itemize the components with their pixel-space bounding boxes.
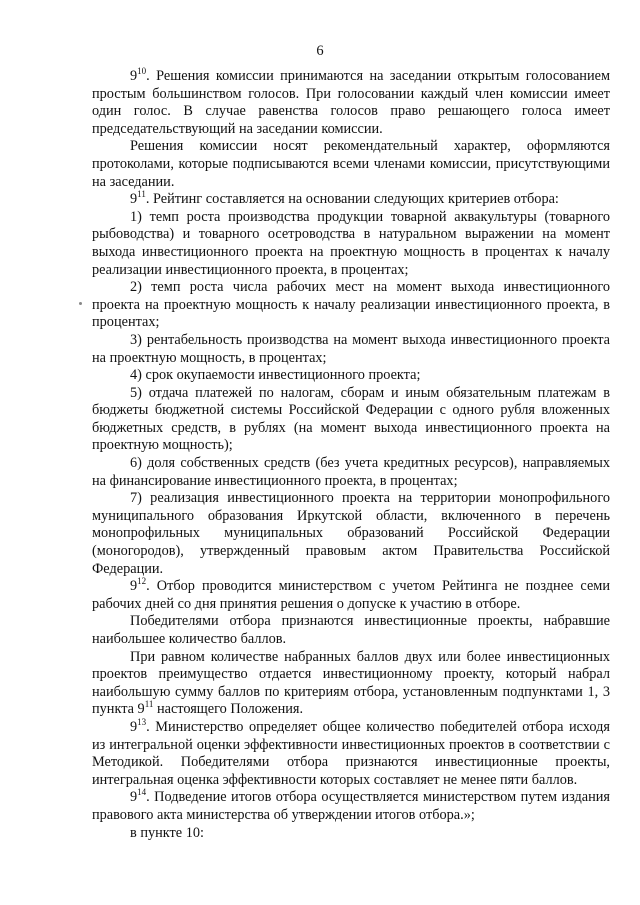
paragraph-text: . Подведение итогов отбора осуществляется министерством путем издания правового акта министерства об утверждении итогов отбора.»; [92,789,610,823]
paragraph-9-12 [92,578,610,613]
paragraph-tail: настоящего Положения. [153,701,304,718]
clause-superscript: 10 [137,66,147,76]
clause-superscript: 13 [137,716,147,727]
clause-number: 9 [130,191,138,208]
clause-number: 9 [130,789,138,806]
paragraph-equal-points [92,649,610,719]
paragraph-item-10: в пункте 10: [130,824,204,841]
criterion-item: 7) реализация инвестиционного проекта на территории монопрофильного муниципального образования Иркутской области, включенного в перечень монопрофильных муниципальных образований Российской Федерации (моногородов), утвержденный правовым актом Правительства Российской Федерации. [92,490,610,577]
clause-number: 9 [130,578,138,595]
paragraph-9-11 [92,191,610,209]
clause-superscript: 11 [144,699,154,710]
criterion-item: 6) доля собственных средств (без учета кредитных ресурсов), направляемых на финансирование инвестиционного проекта, в процентах; [92,455,610,489]
paragraph-text: . Отбор проводится министерством с учетом Рейтинга не позднее семи рабочих дней со дня принятия решения о допуске к участию в отборе. [92,578,610,612]
paragraph-text: . Министерство определяет общее количество победителей отбора исходя из интегральной оценки эффективности инвестиционных проектов в соответствии с Методикой. Победителями отбора признаются инвестиционные проекты, интегральная оценка эффективности которых составляет не менее пяти баллов. [92,718,610,788]
criterion-item: 1) темп роста производства продукции товарной аквакультуры (товарного рыбоводства) и товарного осетроводства в натуральном выражении на момент выхода инвестиционного проекта на проектную мощность в процентах к началу реализации инвестиционного проекта, в процентах; [92,208,610,278]
paragraph-text: . Решения комиссии принимаются на заседании открытым голосованием простым большинством голосов. При голосовании каждый член комиссии имеет один голос. В случае равенства голосов право решающего голоса имеет председательствующий на заседании комиссии. [92,68,610,137]
paragraph-winners: Победителями отбора признаются инвестиционные проекты, набравшие наибольшее количество баллов. [92,613,610,647]
paragraph-9-13 [92,716,610,789]
paragraph-text: При равном количестве набранных баллов двух или более инвестиционных проектов преимущество отдается инвестиционному проекту, который набрал наибольшую сумму баллов по критериям отбора, установленным подпунктами 1, 3 пункта 9 [92,648,610,718]
paragraph-9-10 [92,68,610,138]
paragraph-text: . Рейтинг составляется на основании следующих критериев отбора: [145,191,559,208]
clause-superscript: 12 [137,576,147,587]
paragraph-commission-decisions: Решения комиссии носят рекомендательный характер, оформляются протоколами, которые подписываются всеми членами комиссии, присутствующими на заседании. [92,138,610,190]
criterion-item: 3) рентабельность производства на момент выхода инвестиционного проекта на проектную мощность, в процентах; [92,331,610,366]
clause-superscript: 11 [137,189,146,200]
paragraph-9-14 [92,789,610,824]
criterion-item: 4) срок окупаемости инвестиционного проекта; [130,367,421,384]
criterion-item: 5) отдача платежей по налогам, сборам и иным обязательным платежам в бюджеты бюджетной системы Российской Федерации с одного рубля вложенных бюджетных средств, в рублях (на момент выхода инвестиционного проекта на проектную мощность); [92,384,610,454]
clause-superscript: 14 [137,787,147,798]
margin-dot [79,302,82,305]
clause-number: 9 [130,68,138,84]
page-number: 6 [316,43,324,59]
criterion-item: 2) темп роста числа рабочих мест на момент выхода инвестиционного проекта на проектную мощность к началу реализации инвестиционного проекта, в процентах; [92,279,610,331]
document-body [92,68,610,842]
clause-number: 9 [130,718,138,735]
